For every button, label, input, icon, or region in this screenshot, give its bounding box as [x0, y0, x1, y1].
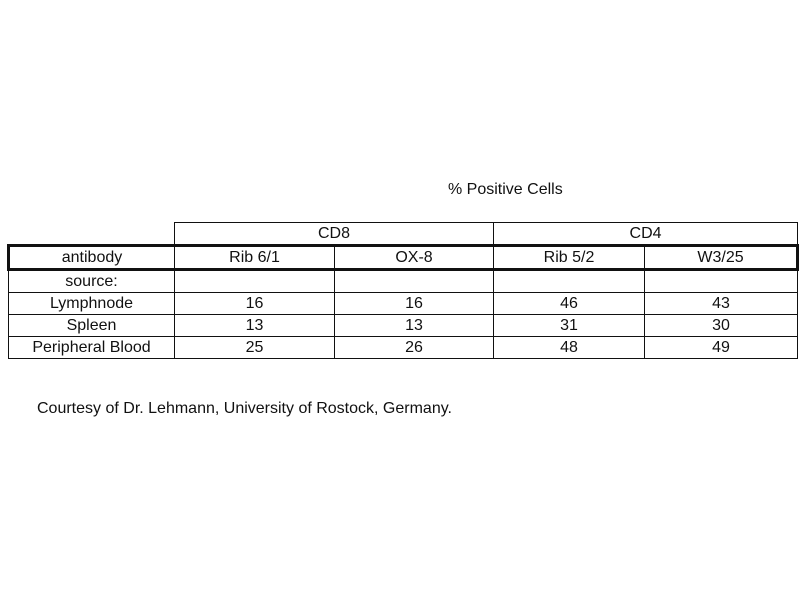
- empty-corner-cell: [9, 223, 175, 246]
- group-header-row: [9, 223, 798, 246]
- empty-cell: [494, 270, 645, 293]
- value-cell: 49: [645, 337, 798, 359]
- table-row: [9, 293, 798, 315]
- row-source: Lymphnode: [9, 293, 175, 315]
- empty-cell: [335, 270, 494, 293]
- antibody-header-row: [9, 246, 798, 270]
- antibody-ox-8: OX-8: [335, 246, 494, 270]
- antibody-w3-25: W3/25: [645, 246, 798, 270]
- empty-cell: [645, 270, 798, 293]
- antibody-rib-5-2: Rib 5/2: [494, 246, 645, 270]
- value-cell: 13: [335, 315, 494, 337]
- antibody-rib-6-1: Rib 6/1: [175, 246, 335, 270]
- value-cell: 26: [335, 337, 494, 359]
- source-label: source:: [9, 270, 175, 293]
- row-source: Peripheral Blood: [9, 337, 175, 359]
- group-cd4: CD4: [494, 223, 798, 246]
- positive-cells-table: [7, 222, 799, 359]
- value-cell: 30: [645, 315, 798, 337]
- value-cell: 43: [645, 293, 798, 315]
- table-title: % Positive Cells: [448, 181, 563, 198]
- value-cell: 16: [175, 293, 335, 315]
- value-cell: 25: [175, 337, 335, 359]
- value-cell: 31: [494, 315, 645, 337]
- table-row: [9, 315, 798, 337]
- value-cell: 48: [494, 337, 645, 359]
- table-row: [9, 337, 798, 359]
- courtesy-note: Courtesy of Dr. Lehmann, University of Rostock, Germany.: [37, 400, 452, 417]
- value-cell: 16: [335, 293, 494, 315]
- group-cd8: CD8: [175, 223, 494, 246]
- value-cell: 46: [494, 293, 645, 315]
- antibody-label: antibody: [9, 246, 175, 270]
- source-label-row: [9, 270, 798, 293]
- empty-cell: [175, 270, 335, 293]
- value-cell: 13: [175, 315, 335, 337]
- row-source: Spleen: [9, 315, 175, 337]
